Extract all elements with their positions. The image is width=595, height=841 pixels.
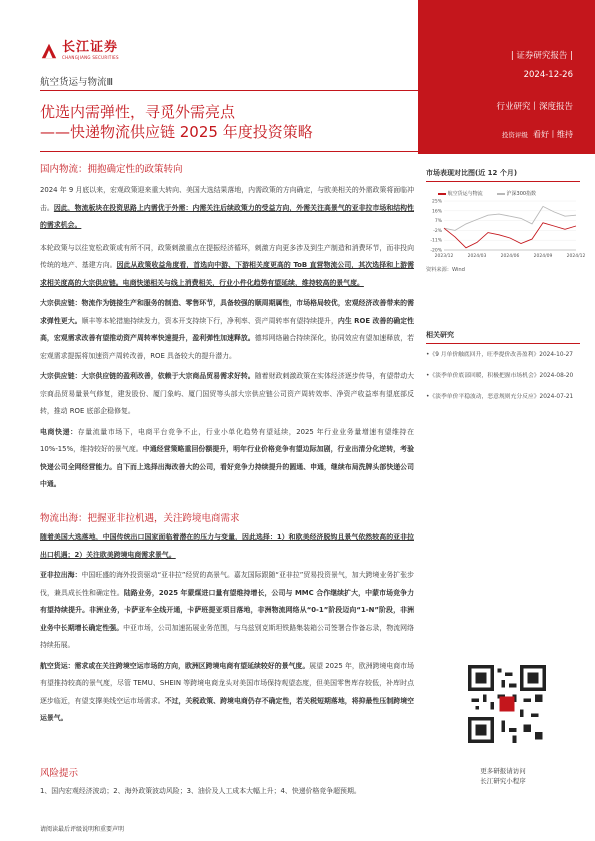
- title-rule-bottom: [40, 151, 418, 152]
- report-date: 2024-12-26: [523, 70, 573, 80]
- report-subtitle: ——快递物流供应链 2025 年度投资策略: [40, 123, 313, 141]
- para-overseas-1: 随着美国大选落地，中国传统出口国家面临着潜在的压力与变量，因此选择：1）和欧美经济脱钩且景气依然较高的亚非拉出口机遇；2）关注欧美跨境电商需求景气。: [40, 533, 414, 559]
- x-tick-label: 2023/12: [434, 254, 454, 259]
- risk-content: [40, 765, 414, 801]
- related-item[interactable]: •《淡季单价平稳波动，恶意规则充分反应》2024-07-21: [426, 394, 574, 400]
- industry-name: 航空货运与物流Ⅲ: [40, 77, 114, 88]
- related-item[interactable]: •《9 月单价触底回升，旺季提价改善盈利》2024-10-27: [426, 352, 573, 358]
- y-tick-label: 16%: [431, 209, 442, 215]
- x-tick-label: 2024/12: [566, 254, 586, 259]
- related-item[interactable]: •《淡季单价底部回暖，积极把握市场机会》2024-08-20: [426, 373, 574, 379]
- x-tick-label: 2024/03: [467, 254, 487, 259]
- market-chart-title: 市场表现对比图(近 12 个月): [426, 168, 580, 182]
- y-tick-label: 7%: [434, 219, 442, 225]
- rating: [502, 129, 573, 140]
- qr-code[interactable]: [468, 665, 546, 743]
- footer-note: 请阅读最后评级说明和重要声明: [40, 826, 125, 833]
- chart-legend: [438, 190, 536, 197]
- legend-industry: 航空货运与物流: [447, 191, 483, 197]
- rating-label: 投资评级: [501, 131, 528, 139]
- legend-swatch-index: [497, 193, 505, 195]
- logo-icon: [40, 42, 58, 60]
- para-risk: 1、国内宏观经济波动；2、海外政策波动风险；3、油价及人工成本大幅上升；4、快递价格竞争超预期。: [40, 787, 361, 795]
- x-tick-label: 2024/09: [533, 254, 553, 259]
- rating-value: 看好丨维持: [533, 130, 573, 139]
- market-chart-header: [426, 168, 580, 182]
- section-risk-title: 风险提示: [40, 768, 79, 779]
- y-tick-label: -20%: [430, 248, 442, 254]
- series-line: [444, 223, 576, 248]
- logo-name: 长江证券: [62, 40, 119, 55]
- report-type: 行业研究丨深度报告: [496, 102, 573, 112]
- y-tick-label: -11%: [430, 238, 442, 244]
- para-ecommerce-express: 电商快递：存量流量市场下，电商平台竞争不止，行业小单化趋势有望延续，2025 年行业业务量增速有望维持在 10%-15%，维持较好的景气度。中通经营策略重回份额提升，明年行业价格竞争有望边际加剧，行业出清分化逆转，考验快递公司全网经营能力。自下而上选择出海改善大的公司，看好竞争力持续提升的圆通、申通，继续布局洗牌头部快递公司中通。: [40, 427, 414, 488]
- overseas-content: [40, 510, 414, 728]
- y-tick-label: 25%: [431, 199, 442, 205]
- main-content: [40, 161, 414, 494]
- related-research: [426, 330, 580, 413]
- related-title: 相关研究: [426, 330, 580, 344]
- para-bulk-supply-chain: 大宗供应链：大宗供应链的盈利改善，依赖于大宗商品贸易需求好转。随着财政刺激政策在实体经济逐步传导，有望带动大宗商品贸易量景气修复，建发股份、厦门象屿、厦门国贸等头部大宗供应链公司资产周转效率、净资产收益率有望底部反转，推动 ROE 底部企稳修复。: [40, 372, 415, 415]
- qr-caption-2: 长江研究小程序: [480, 777, 526, 785]
- para-africa-latam: 亚非拉出海：中国旺盛的海外投资驱动“亚非拉”经贸的高景气。嘉友国际跟随“亚非拉”贸易投资景气，加大跨境业务扩张步伐，兼具成长性和确定性。陆路业务，2025 年蒙煤进口量有望维持增长，公司与 MMC 合作继续扩大，中蒙市场竞争力有望持续提升。非洲业务，卡萨亚车全线开通，卡萨班提亚项目落地，非洲物流网络从“0-1”阶段迈向“1-N”阶段，非洲业务中长期增长确定性强。中亚市场，公司加速拓展业务范围，与乌兹别克斯坦铁路集装箱公司签署合作备忘录，物流网络持续拓展。: [40, 571, 415, 649]
- x-tick-label: 2024/06: [500, 254, 520, 259]
- legend-index: 沪深300指数: [506, 191, 537, 197]
- chart-source: 资料来源：Wind: [426, 267, 465, 273]
- company-logo: [40, 41, 119, 60]
- section-domestic-title: 国内物流：拥抱确定性的政策转向: [40, 164, 183, 175]
- qr-caption-1: 更多研报请访问: [480, 767, 526, 775]
- legend-swatch-industry: [438, 193, 446, 195]
- logo-english: CHANGJIANG SECURITIES: [62, 55, 119, 60]
- report-title: 优选内需弹性，寻觅外需亮点: [40, 103, 236, 121]
- title-rule-top: [40, 90, 418, 91]
- market-performance-chart: [426, 198, 586, 262]
- para-domestic-3: 大宗供应链：物流作为链接生产和服务的制造、零售环节，具备较强的顺周期属性，市场格局较优，宏观经济改善带来的需求弹性更大。顺丰等本轮措施持续发力，资本开支持续下行，净利率、资产周转率有望持续提升，内生 ROE 改善的确定性高，宏观需求改善有望推动资产周转率快速提升，盈利弹性加速释放。德邦网络融合持续深化，协同效应有望加速释放，若宏观需求提振将加速资产周转改善，ROE 具备较大的提升潜力。: [40, 299, 415, 360]
- para-domestic-2: 本轮政策与以往宽松政策或有所不同，政策刺激重点在提振经济循环，刺激方向更多涉及到生产制造和消费环节，而非投向传统的地产、基建方向。因此从政策收益角度看，首选向中游、下游相关度更高的 ToB 直营物流公司，其次选择和上游需求相关度高的大宗供应链。电商快递相关与线上消费相关，行业小件化趋势有望延续，维持较高的景气度。: [40, 243, 414, 287]
- report-tag: | 证券研究报告 |: [510, 51, 573, 61]
- para-domestic-1: 2024 年 9 月底以来，宏观政策迎来重大转向、美国大选结果落地，内需政策的方向确定，与欧美相关的外需政策将面临冲击。因此，物流板块在投资思路上内需优于外需：内需关注后续政策力的受益方向，外需关注高景气的亚非拉市场和结构性的需求机会。: [40, 186, 415, 229]
- para-air-cargo: 航空货运：需求或在关注跨境空运市场的方向，欧洲区跨境电商有望延续较好的景气度。展望 2025 年，欧洲跨境电商市场有望推持较高的景气度，尽管 TEMU、SHEIN 等跨境电商龙头对美国市场保持观望态度，但美国零售库存较低，补库时点逐步临近，有望支撑美线空运市场需求。不过，关税政策、跨境电商仍存不确定性，若关税短期落地，将抑最性压制跨境空运景气。: [40, 661, 415, 722]
- section-overseas-title: 物流出海：把握亚非拉机遇，关注跨境电商需求: [40, 513, 240, 524]
- y-tick-label: -2%: [433, 228, 442, 234]
